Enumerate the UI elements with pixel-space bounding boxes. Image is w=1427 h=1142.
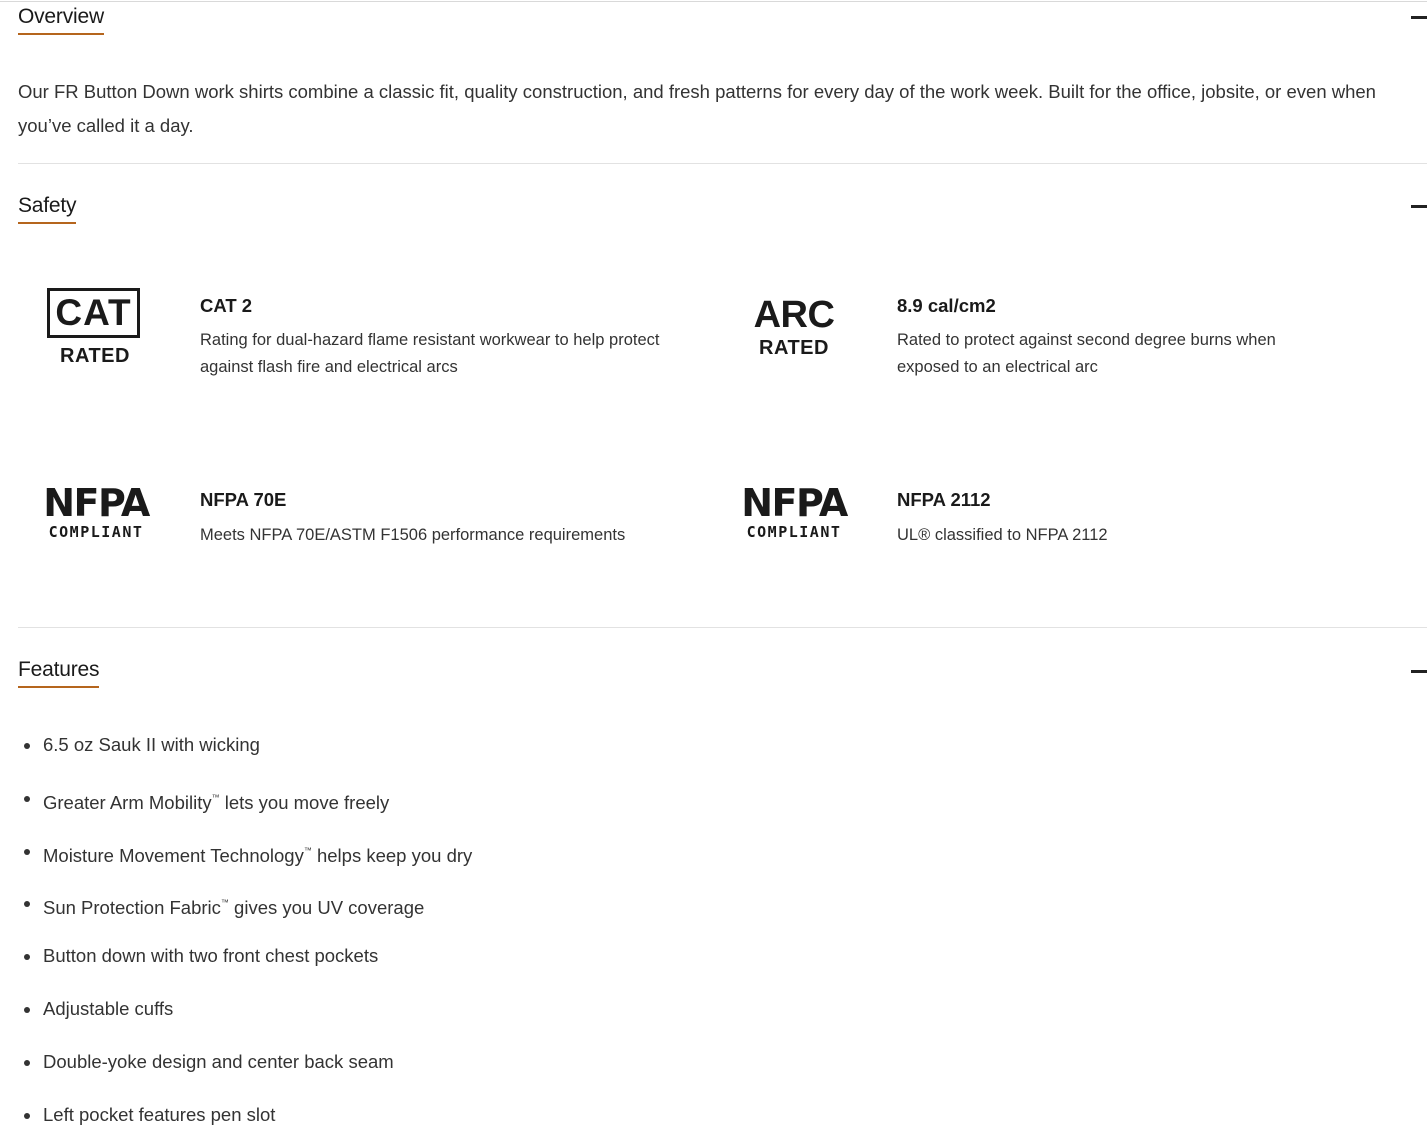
feature-text: Greater Arm Mobility [43, 791, 212, 813]
badge-desc-cat: Rating for dual-hazard flame resistant workwear to help protect against flash fire and electrical arcs [200, 331, 660, 376]
overview-section [18, 0, 1427, 164]
overview-heading[interactable]: Overview [18, 5, 104, 35]
safety-heading[interactable]: Safety [18, 194, 76, 224]
badge-title-nfpa70e: NFPA 70E [200, 489, 287, 510]
feature-text-rest: helps keep you dry [311, 844, 473, 866]
trademark-mark: ™ [303, 845, 312, 855]
feature-text: Sun Protection Fabric [43, 897, 221, 919]
safety-collapse-icon[interactable] [1411, 205, 1427, 208]
nfpa-logo-main: NFPA [741, 481, 847, 525]
bullet-icon [24, 796, 30, 802]
feature-text: Double-yoke design and center back seam [43, 1050, 394, 1072]
bullet-icon [24, 743, 30, 749]
feature-text: 6.5 oz Sauk II with wicking [43, 734, 260, 755]
cat-logo-main: CAT [47, 288, 140, 338]
features-collapse-icon[interactable] [1411, 670, 1427, 673]
badge-title-arc: 8.9 cal/cm2 [897, 295, 996, 316]
feature-text: Adjustable cuffs [43, 997, 174, 1019]
feature-text-rest: lets you move freely [219, 791, 390, 813]
list-item [18, 936, 1118, 989]
arc-rated-logo [751, 294, 837, 362]
bullet-icon [24, 901, 30, 907]
list-item [18, 989, 1118, 1042]
arc-logo-main: ARC [753, 294, 835, 336]
overview-collapse-icon[interactable] [1411, 16, 1427, 19]
feature-text-rest: gives you UV coverage [228, 897, 425, 919]
badge-title-cat: CAT 2 [200, 295, 253, 316]
trademark-mark: ™ [220, 898, 229, 908]
cat-rated-logo [47, 288, 147, 372]
badge-desc-nfpa70e: Meets NFPA 70E/ASTM F1506 performance requirements [200, 526, 626, 544]
list-item [18, 1095, 1118, 1142]
badge-title-nfpa2112: NFPA 2112 [897, 489, 991, 510]
list-item [18, 725, 1118, 778]
bullet-icon [24, 849, 30, 855]
list-item [18, 1042, 1118, 1095]
feature-text: Left pocket features pen slot [43, 1103, 276, 1125]
badge-desc-nfpa2112: UL® classified to NFPA 2112 [897, 526, 1108, 544]
cat-logo-sub: RATED [60, 345, 130, 367]
features-heading[interactable]: Features [18, 658, 99, 688]
nfpa-compliant-logo [736, 481, 852, 544]
list-item [18, 883, 1118, 936]
overview-text: Our FR Button Down work shirts combine a classic fit, quality construction, and fresh patterns for every day of the work week. Built for the office, jobsite, or even when you’ve called it a day. [18, 81, 1376, 136]
nfpa-logo-sub: COMPLIANT [48, 523, 144, 541]
nfpa-logo-main: NFPA [43, 481, 149, 525]
safety-section [18, 164, 1427, 628]
bullet-icon [24, 1060, 30, 1066]
feature-text: Button down with two front chest pockets [43, 945, 379, 967]
nfpa-compliant-logo [38, 481, 154, 544]
feature-text: Moisture Movement Technology [43, 844, 304, 866]
trademark-mark: ™ [211, 792, 220, 802]
bullet-icon [24, 1113, 30, 1119]
arc-logo-sub: RATED [759, 337, 829, 359]
bullet-icon [24, 1007, 30, 1013]
list-item [18, 778, 1118, 831]
badge-desc-arc: Rated to protect against second degree burns when exposed to an electrical arc [897, 331, 1276, 376]
features-section [18, 628, 1427, 1142]
bullet-icon [24, 954, 30, 960]
list-item [18, 831, 1118, 884]
nfpa-logo-sub: COMPLIANT [746, 523, 842, 541]
features-list [18, 725, 1118, 1142]
